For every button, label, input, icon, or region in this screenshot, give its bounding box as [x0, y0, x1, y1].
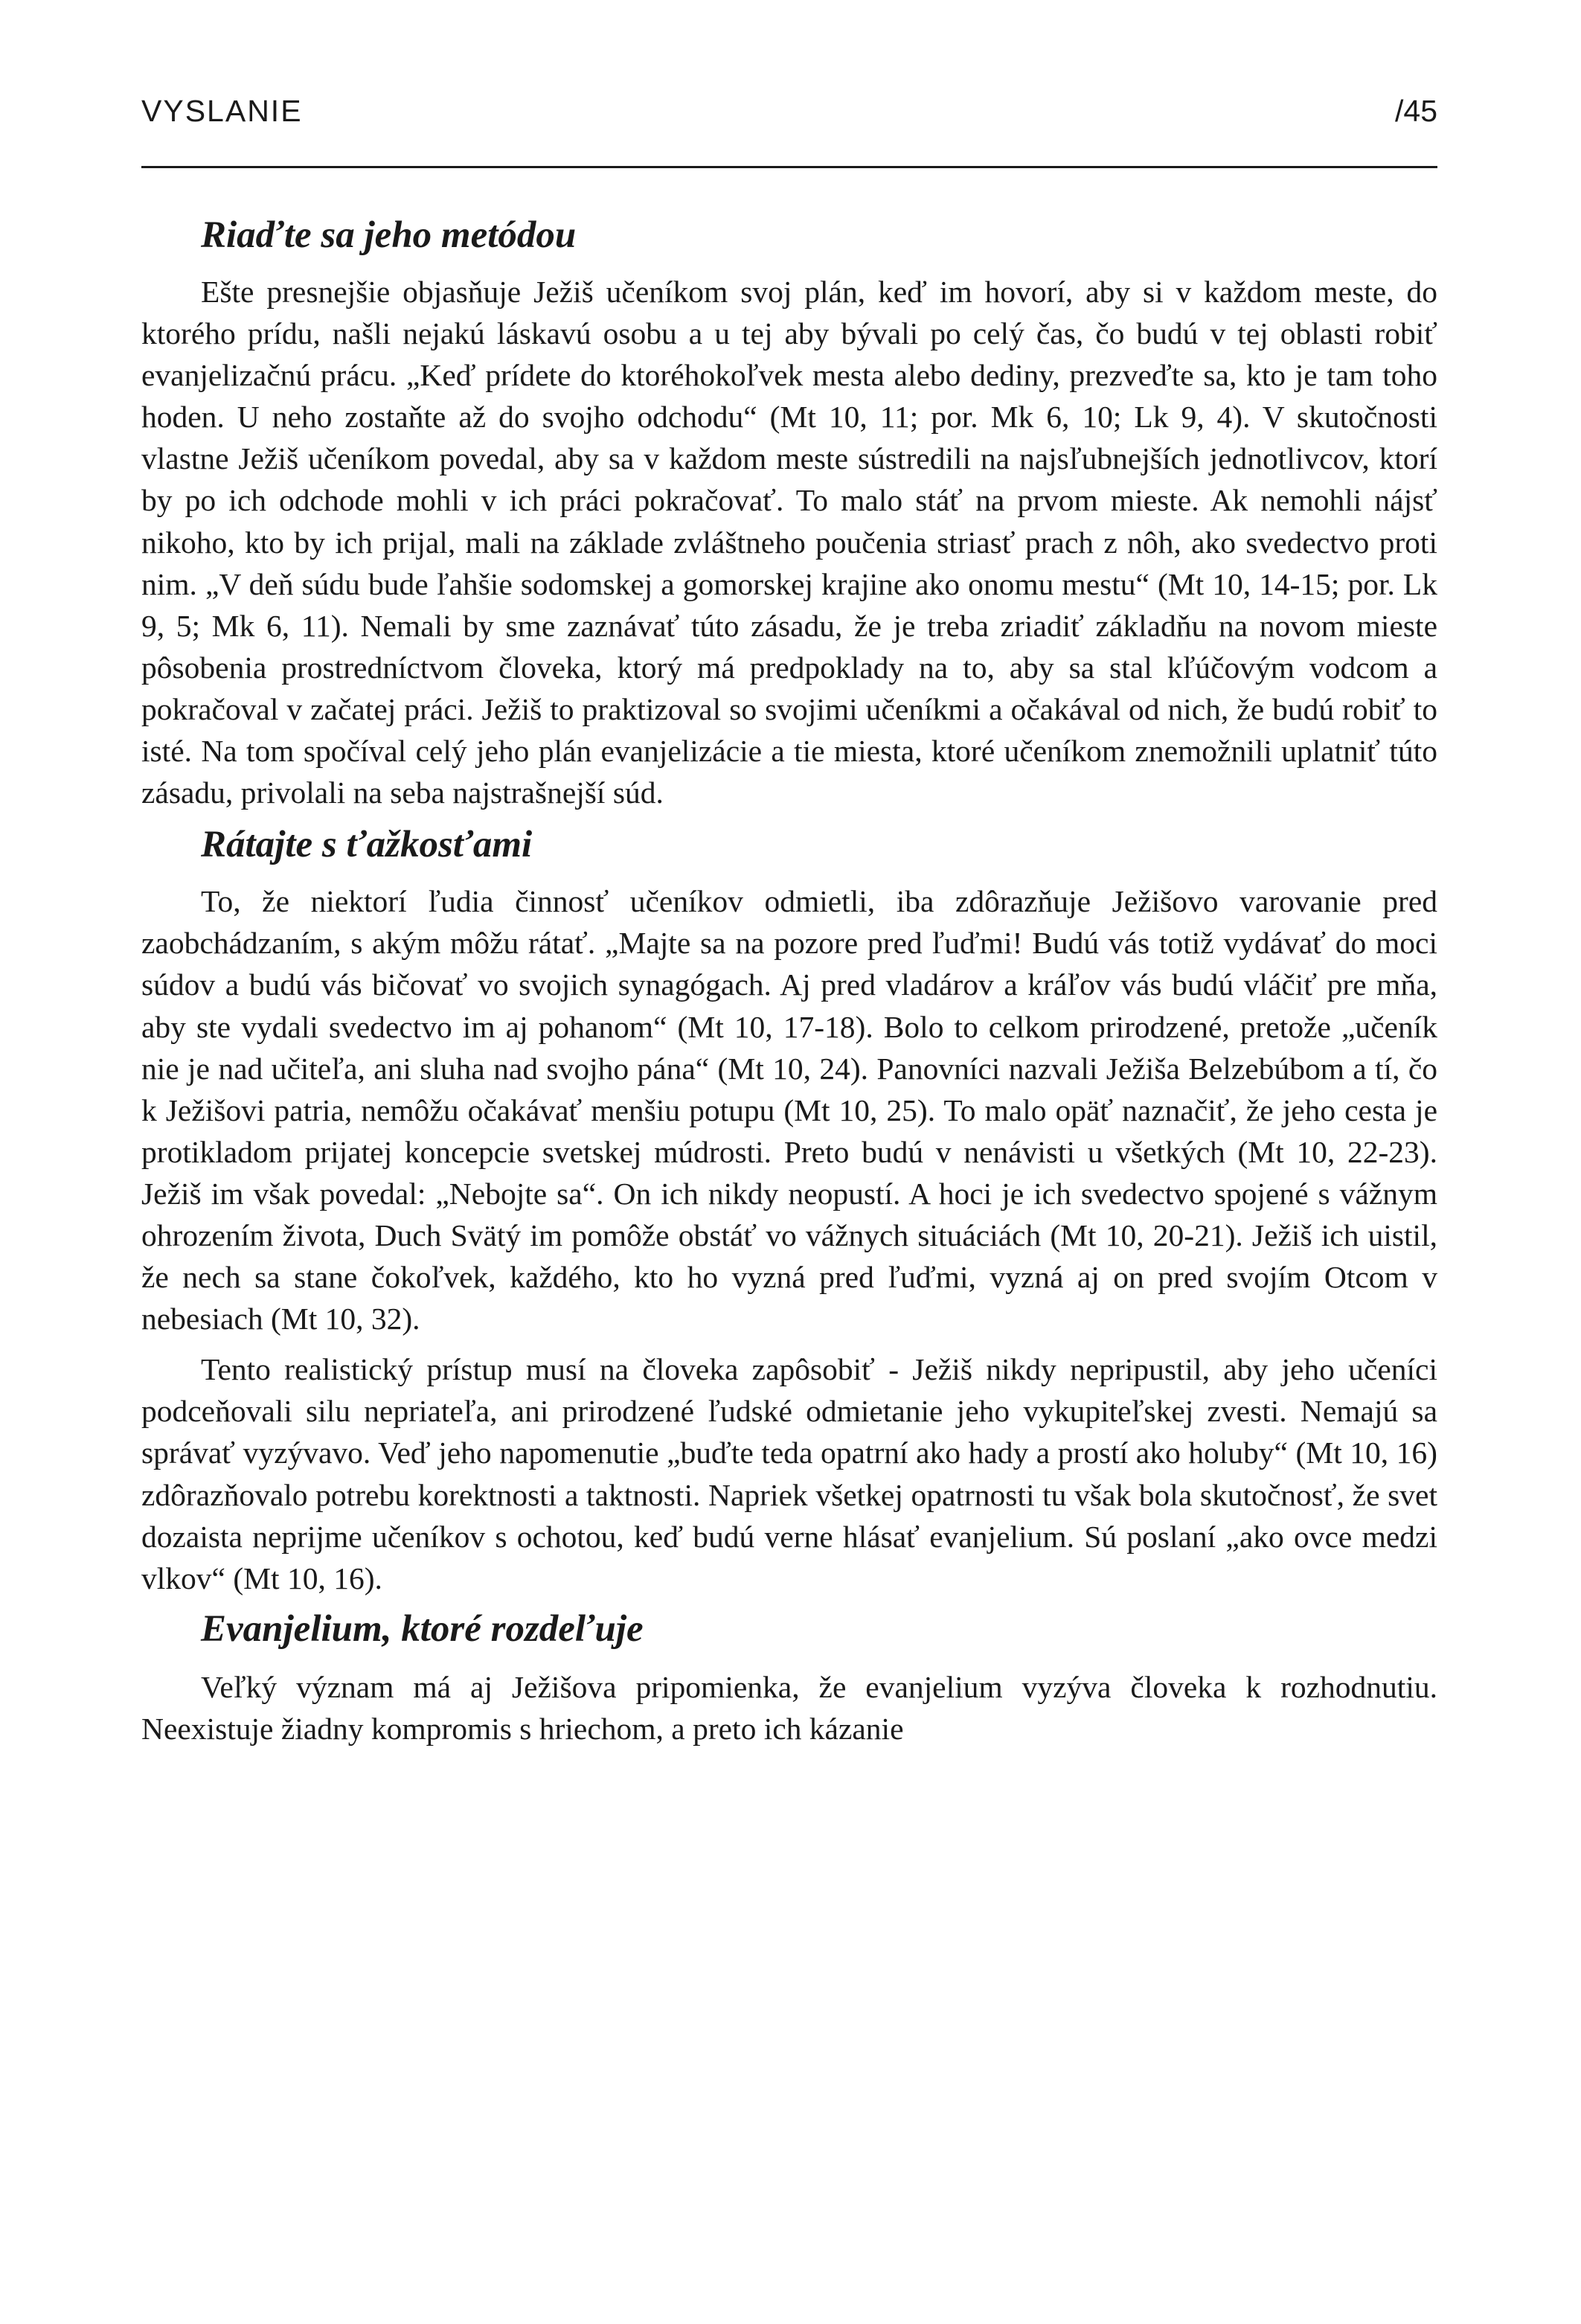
- paragraph: Ešte presnejšie objasňuje Ježiš učeníkom svoj plán, keď im hovorí, aby si v každom meste, do ktorého prídu, našli nejakú láskavú osobu a u tej aby bývali po celý čas, čo budú v tej oblasti robiť evanjelizačnú prácu. „Keď prídete do ktoréhokoľvek mesta alebo dediny, prezveďte sa, kto je tam toho hoden. U neho zostaňte až do svojho odchodu“ (Mt 10, 11; por. Mk 6, 10; Lk 9, 4). V skutočnosti vlastne Ježiš učeníkom povedal, aby sa v každom meste sústredili na najsľubnejších jednotlivcov, ktorí by po ich odchode mohli v ich práci pokračovať. To malo stáť na prvom mieste. Ak nemohli nájsť nikoho, kto by ich prijal, mali na základe zvláštneho poučenia striasť prach z nôh, ako svedectvo proti nim. „V deň súdu bude ľahšie sodomskej a gomorskej krajine ako onomu mestu“ (Mt 10, 14-15; por. Lk 9, 5; Mk 6, 11). Nemali by sme zaznávať túto zásadu, že je treba zriadiť základňu na novom mieste pôsobenia prostredníctvom človeka, ktorý má predpoklady na to, aby sa stal kľúčovým vodcom a pokračoval v začatej práci. Ježiš to praktizoval so svojimi učeníkmi a očakával od nich, že budú robiť to isté. Na tom spočíval celý jeho plán evanjelizácie a tie miesta, ktoré učeníkom znemožnili uplatniť túto zásadu, privolali na seba najstrašnejší súd.: [141, 275, 1437, 810]
- body-text: [141, 213, 1437, 1750]
- section-heading: Riaďte sa jeho metódou: [201, 214, 577, 256]
- running-head: [141, 94, 1437, 138]
- page-number: /45: [1395, 94, 1437, 128]
- section-heading: Rátajte s ťažkosťami: [201, 824, 533, 866]
- section-heading: Evanjelium, ktoré rozdeľuje: [201, 1607, 644, 1650]
- running-title: VYSLANIE: [141, 94, 303, 128]
- paragraph: Tento realistický prístup musí na človeka zapôsobiť - Ježiš nikdy nepripustil, aby jeho učeníci podceňovali silu nepriateľa, ani prirodzené ľudské odmietanie jeho vykupiteľskej zvesti. Nemajú sa správať vyzývavo. Veď jeho napomenutie „buďte teda opatrní ako hady a prostí ako holuby“ (Mt 10, 16) zdôrazňovalo potrebu korektnosti a taktnosti. Napriek všetkej opatrnosti tu však bola skutočnosť, že svet dozaista neprijme učeníkov s ochotou, keď budú verne hlásať evanjelium. Sú poslaní „ako ovce medzi vlkov“ (Mt 10, 16).: [141, 1352, 1437, 1595]
- paragraph: To, že niektorí ľudia činnosť učeníkov odmietli, iba zdôrazňuje Ježišovo varovanie pred zaobchádzaním, s akým môžu rátať. „Majte sa na pozore pred ľuďmi! Budú vás totiž vydávať do moci súdov a budú vás bičovať vo svojich synagógach. Aj pred vladárov a kráľov vás budú vláčiť pre mňa, aby ste vydali svedectvo im aj pohanom“ (Mt 10, 17-18). Bolo to celkom prirodzené, pretože „učeník nie je nad učiteľa, ani sluha nad svojho pána“ (Mt 10, 24). Panovníci nazvali Ježiša Belzebúbom a tí, čo k Ježišovi patria, nemôžu očakávať menšiu potupu (Mt 10, 25). To malo opäť naznačiť, že jeho cesta je protikladom prijatej koncepcie svetskej múdrosti. Preto budú v nenávisti u všetkých (Mt 10, 22-23). Ježiš im však povedal: „Nebojte sa“. On ich nikdy neopustí. A hoci je ich svedectvo spojené s vážnym ohrozením života, Duch Svätý im pomôže obstáť vo vážnych situáciách (Mt 10, 20-21). Ježiš ich uistil, že nech sa stane čokoľvek, každého, kto ho vyzná pred ľuďmi, vyzná aj on pred svojím Otcom v nebesiach (Mt 10, 32).: [141, 884, 1437, 1337]
- paragraph: Veľký význam má aj Ježišova pripomienka, že evanjelium vyzýva človeka k rozhodnutiu. Neexistuje žiadny kompromis s hriechom, a preto ich kázanie: [141, 1669, 1437, 1746]
- header-rule: [141, 166, 1437, 168]
